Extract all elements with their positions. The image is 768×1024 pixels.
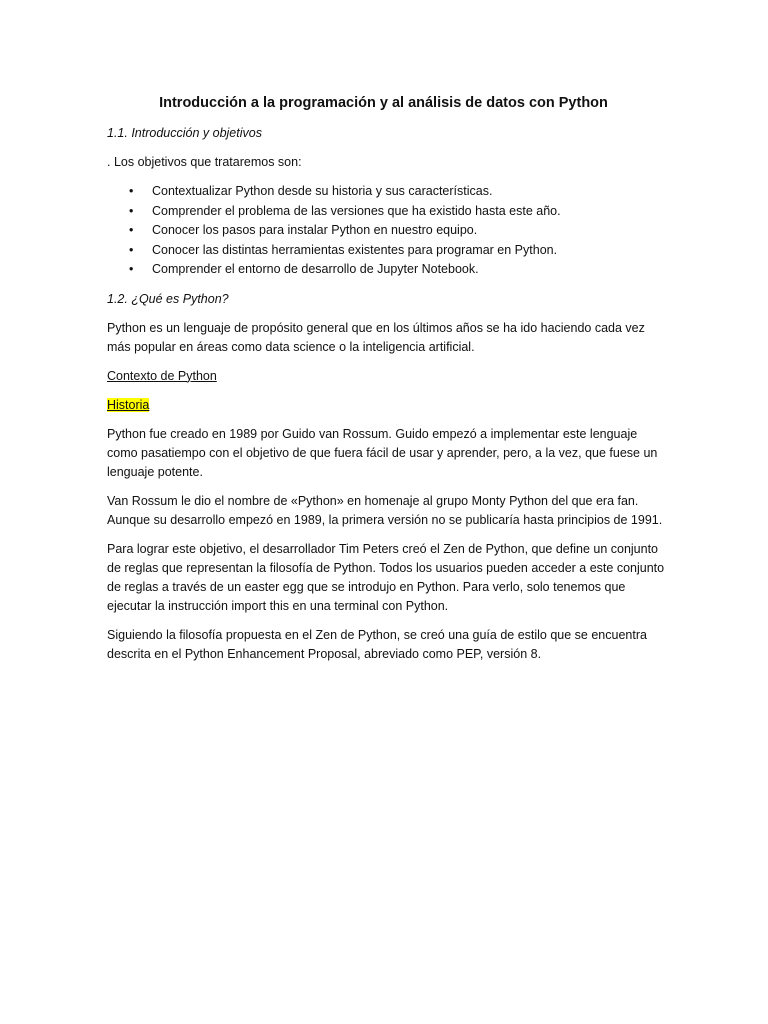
bullet-icon: • — [129, 184, 134, 198]
list-item-text: Contextualizar Python desde su historia y sus características. — [152, 184, 493, 198]
list-item — [107, 260, 668, 280]
list-item — [107, 202, 668, 222]
section-heading-1-1: 1.1. Introducción y objetivos — [107, 126, 262, 140]
history-paragraph-4: Siguiendo la filosofía propuesta en el Zen de Python, se creó una guía de estilo que se encuentra descrita en el Python Enhancement Proposal, abreviado como PEP, versión 8. — [107, 627, 647, 661]
list-item — [107, 241, 668, 261]
bullet-icon: • — [129, 223, 134, 237]
history-heading-row — [107, 396, 668, 415]
history-paragraph-3: Para lograr este objetivo, el desarrollador Tim Peters creó el Zen de Python, que define un conjunto de reglas que representan la filosofía de Python. Todos los usuarios pueden acceder a este conjunto de reglas a través de un easter egg que se introdujo en Python. Para verlo, solo tenemos que ejecutar la instrucción import this en una terminal con Python. — [107, 541, 665, 613]
python-intro-paragraph: Python es un lenguaje de propósito general que en los últimos años se ha ido haciendo cada vez más popular en áreas como data science o la inteligencia artificial. — [107, 320, 645, 354]
list-item-text: Conocer los pasos para instalar Python en nuestro equipo. — [152, 223, 478, 237]
history-paragraph-1: Python fue creado en 1989 por Guido van Rossum. Guido empezó a implementar este lenguaje como pasatiempo con el objetivo de que fuera fácil de usar y aprender, pero, a la vez, que fuese un lenguaje potente. — [107, 426, 658, 479]
context-heading: Contexto de Python — [107, 368, 217, 383]
history-paragraph-2: Van Rossum le dio el nombre de «Python» en homenaje al grupo Monty Python del que era fan. Aunque su desarrollo empezó en 1989, la primera versión no se publicaría hasta principios de 1991. — [107, 493, 663, 527]
bullet-icon: • — [129, 242, 134, 257]
section-heading-1-2: 1.2. ¿Qué es Python? — [107, 291, 229, 306]
bullet-icon: • — [129, 262, 134, 276]
history-heading: Historia — [107, 397, 150, 412]
list-item-text: Conocer las distintas herramientas existentes para programar en Python. — [152, 242, 558, 257]
list-item — [107, 221, 668, 241]
objectives-list — [107, 182, 668, 280]
context-heading-row — [107, 367, 668, 386]
objectives-intro: . Los objetivos que trataremos son: — [107, 155, 302, 169]
list-item-text: Comprender el entorno de desarrollo de Jupyter Notebook. — [152, 262, 479, 276]
document-title: Introducción a la programación y al análisis de datos con Python — [159, 95, 608, 111]
list-item — [107, 182, 668, 202]
list-item-text: Comprender el problema de las versiones que ha existido hasta este año. — [152, 203, 561, 218]
bullet-icon: • — [129, 203, 134, 218]
